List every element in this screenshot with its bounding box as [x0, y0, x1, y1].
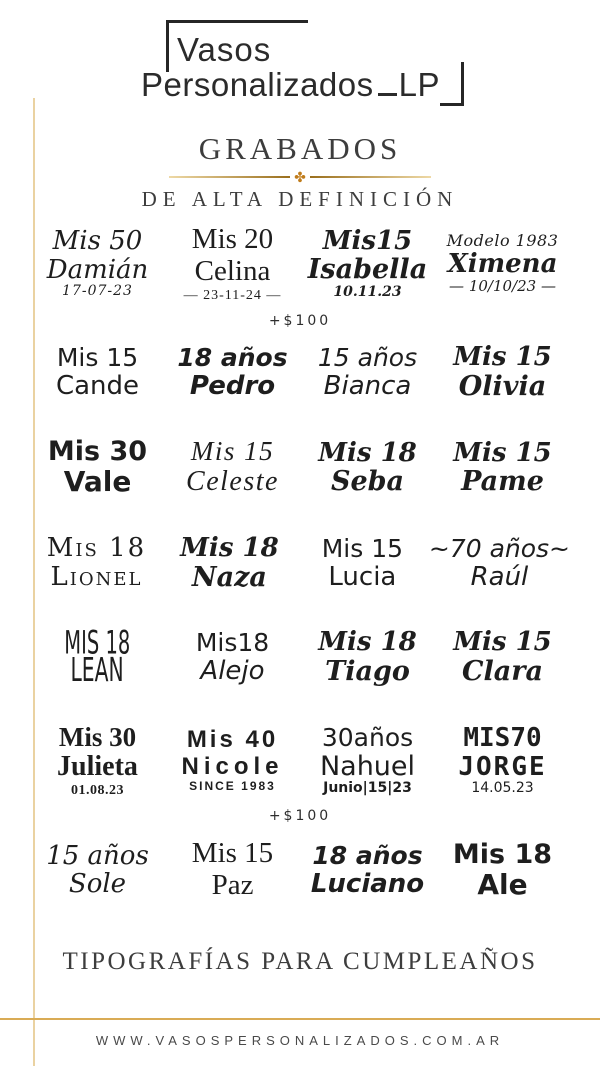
sample-line: Clara [462, 655, 543, 687]
sample-line: Vale [63, 465, 132, 499]
sample-line: Mis 15 [191, 837, 274, 870]
sample-line: Celeste [186, 466, 279, 498]
font-sample [300, 723, 435, 799]
sample-line: Naza [191, 561, 267, 593]
sample-line: 15 años [317, 343, 418, 373]
font-row [30, 224, 570, 303]
sample-line: Modelo 1983 [446, 231, 559, 251]
sample-line: Seba [330, 466, 405, 498]
logo-word-personalizados-lp [141, 66, 440, 104]
sample-line: 01.08.23 [71, 782, 124, 798]
sample-line: Cande [55, 370, 140, 401]
sample-line: Alejo [200, 655, 265, 686]
font-sample [300, 224, 435, 303]
font-sample [30, 224, 165, 303]
font-sample [165, 723, 300, 799]
ornament-divider [169, 170, 431, 184]
font-sample [435, 838, 570, 902]
font-sample [435, 343, 570, 401]
sample-line: Mis 15 [453, 342, 552, 373]
sample-line: Pame [461, 466, 544, 498]
font-row [30, 437, 570, 497]
sample-line: Sole [68, 869, 127, 900]
sample-line: Mis 30 [58, 721, 137, 752]
sample-line: — 10/10/23 — [449, 277, 556, 296]
sample-line: Mis 30 [47, 436, 148, 468]
logo-underscore-icon [378, 93, 397, 96]
font-sample [30, 624, 165, 690]
sample-line: MIS 18 [64, 624, 131, 662]
sample-line: 15 años [46, 840, 149, 871]
logo-word-vasos: Vasos [177, 31, 272, 68]
sample-line: Luciano [310, 868, 425, 899]
sample-line: Ximena [447, 248, 558, 279]
heading-block [0, 131, 600, 212]
sample-line: Olivia [458, 370, 547, 402]
sample-line: SINCE 1983 [189, 779, 276, 794]
sample-line: 14.05.23 [471, 780, 534, 797]
font-sample [435, 628, 570, 686]
price-note: +$100 [268, 808, 332, 825]
font-sample [165, 628, 300, 686]
font-sample [30, 437, 165, 497]
sample-line: Mis 15 [453, 627, 552, 658]
sample-line: JORGE [458, 751, 547, 782]
sample-line: Mis 15 [453, 437, 552, 468]
sample-line: Celina [194, 254, 271, 287]
sample-line: Nahuel [319, 750, 416, 782]
sample-line: Mis 15 [56, 343, 139, 373]
sample-line: 17-07-23 [62, 283, 133, 300]
sample-line: Mis 18 [180, 532, 279, 563]
font-grid [30, 224, 570, 938]
price-note: +$100 [268, 313, 332, 330]
sample-line: Mis18 [195, 628, 270, 658]
font-row [30, 343, 570, 401]
sample-line: 18 años [312, 841, 423, 871]
sample-line: 18 años [177, 343, 288, 373]
sample-line: LEAN [70, 651, 125, 690]
sample-line: Bianca [323, 370, 412, 401]
font-sample [163, 534, 296, 592]
font-sample [165, 343, 300, 401]
sample-line: Paz [211, 869, 254, 902]
sample-line: Mis 15 [190, 436, 275, 467]
cross-ornament-icon: ✤ [294, 169, 306, 185]
divider-line-right [310, 176, 431, 178]
sample-line: Mis15 [322, 225, 413, 256]
sample-line: Mis 50 [52, 226, 143, 257]
font-sample [300, 838, 435, 902]
page-subtitle: DE ALTA DEFINICIÓN [141, 187, 459, 211]
font-sample [435, 723, 570, 799]
sample-line: 10.11.23 [333, 284, 402, 301]
sample-line: Junio|15|23 [323, 780, 412, 797]
font-sample [30, 534, 163, 592]
logo-word-lp: LP [398, 66, 441, 103]
font-row [30, 624, 570, 690]
website-url: WWW.VASOSPERSONALIZADOS.COM.AR [95, 1033, 505, 1048]
sample-line: Mis 18 [318, 627, 417, 658]
sample-line: Damián [46, 254, 149, 285]
font-sample [165, 224, 300, 303]
font-row [30, 534, 570, 592]
logo-bracket-bottom-right-icon [440, 62, 464, 106]
sample-line: Mis 20 [191, 223, 274, 255]
sample-line: Mis 15 [321, 534, 404, 564]
sample-line: Mis 18 [452, 839, 553, 871]
font-sample [165, 838, 300, 902]
sample-line: MIS70 [463, 723, 542, 754]
font-sample [165, 437, 300, 497]
sample-line: Tiago [325, 655, 410, 687]
font-sample [30, 343, 165, 401]
font-sample [300, 437, 435, 497]
sample-line: Mis 18 [318, 437, 417, 468]
font-sample [435, 224, 570, 303]
sample-line: Lucia [328, 561, 397, 592]
sample-line: Mis 18 [46, 533, 147, 564]
font-sample [435, 437, 570, 497]
font-row [30, 723, 570, 799]
sample-line: ~70 años~ [428, 534, 570, 564]
font-sample [296, 534, 429, 592]
sample-line: Lionel [50, 562, 143, 593]
divider-line-left [169, 176, 290, 178]
sample-line: Ale [477, 867, 528, 901]
sample-line: Mis 40 [186, 726, 279, 754]
font-sample [429, 534, 570, 592]
font-sample [300, 343, 435, 401]
font-sample [30, 838, 165, 902]
font-row [30, 838, 570, 902]
sample-line: Isabella [307, 254, 428, 286]
footer-title: TIPOGRAFÍAS PARA CUMPLEAÑOS [62, 948, 538, 975]
font-sample [30, 723, 165, 799]
font-sample [300, 628, 435, 686]
sample-line: Julieta [57, 751, 138, 783]
sample-line: Nicole [181, 752, 284, 780]
sample-line: 30años [321, 723, 414, 753]
page-title: GRABADOS [198, 131, 402, 166]
sample-line: — 23-11-24 — [183, 287, 282, 303]
bottom-accent-line [0, 1018, 600, 1020]
sample-line: Pedro [189, 370, 276, 401]
logo-word-personalizados: Personalizados [141, 66, 374, 103]
sample-line: Raúl [470, 561, 529, 592]
